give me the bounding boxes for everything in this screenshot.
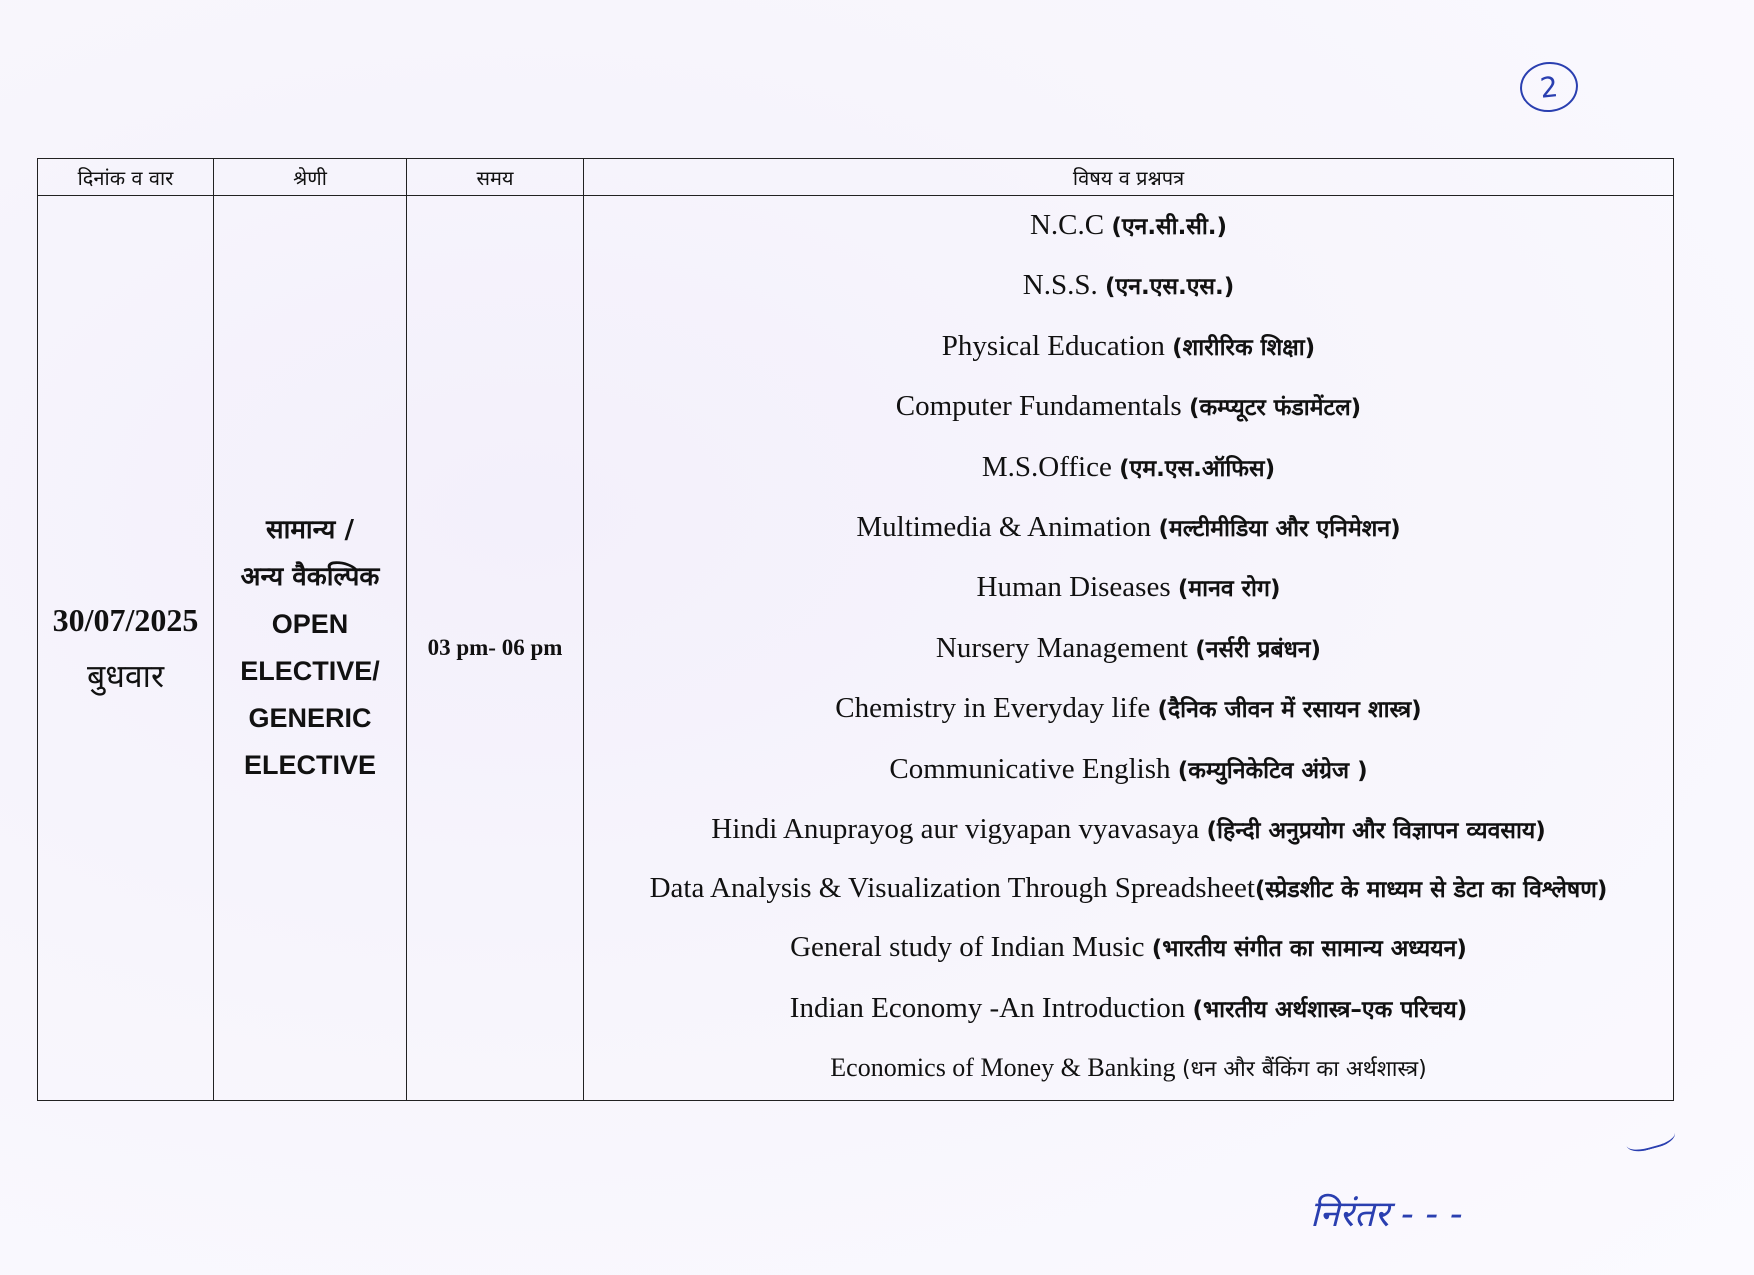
subject-item: Communicative English (कम्युनिकेटिव अंग्रेज ) (889, 752, 1368, 785)
subject-item: M.S.Office (एम.एस.ऑफिस) (981, 450, 1276, 483)
subject-item: Multimedia & Animation (मल्टीमीडिया और एनिमेशन) (856, 511, 1401, 544)
subject-item: N.S.S. (एन.एस.एस.) (1022, 269, 1235, 302)
category-line: अन्य वैकल्पिक (240, 561, 380, 592)
initials-signature (1623, 1119, 1678, 1155)
table-header-row (38, 159, 1674, 196)
page-number: 2 (1518, 59, 1581, 115)
subject-item: Human Diseases (मानव रोग) (976, 571, 1281, 604)
table-row (38, 196, 1674, 1101)
subject-item: General study of Indian Music (भारतीय संगीत का सामान्य अध्ययन) (790, 931, 1467, 964)
exam-time: 03 pm- 06 pm (427, 634, 563, 660)
subject-item: Computer Fundamentals (कम्प्यूटर फंडामेंटल) (895, 390, 1362, 423)
subject-item: Hindi Anuprayog aur vigyapan vyavasaya (हिन्दी अनुप्रयोग और विज्ञापन व्यवसाय) (711, 813, 1546, 846)
category-line: GENERIC (248, 702, 372, 733)
exam-schedule-table (37, 158, 1674, 1101)
date-day-cell (38, 196, 214, 1101)
category-line: सामान्य / (266, 514, 354, 545)
time-cell (407, 196, 584, 1101)
subject-item: N.C.C (एन.सी.सी.) (1029, 209, 1228, 241)
header-date-day: दिनांक व वार (38, 159, 214, 196)
category-line: OPEN (271, 608, 349, 639)
exam-date: 30/07/2025 (52, 601, 199, 638)
category-line: ELECTIVE (243, 749, 377, 780)
subject-item: Chemistry in Everyday life (दैनिक जीवन में रसायन शास्त्र) (835, 692, 1422, 725)
subject-item: Economics of Money & Banking (धन और बैंकिंग का अर्थशास्त्र) (830, 1053, 1427, 1083)
continued-note: निरंतर - - - (1310, 1194, 1463, 1235)
exam-day: बुधवार (86, 656, 165, 695)
category-cell (214, 196, 407, 1101)
header-subjects: विषय व प्रश्नपत्र (584, 159, 1674, 196)
subject-item: Data Analysis & Visualization Through Spreadsheet(स्प्रेडशीट के माध्यम से डेटा का विश्लेषण) (649, 872, 1608, 905)
header-category: श्रेणी (214, 159, 407, 196)
subject-item: Physical Education (शारीरिक शिक्षा) (941, 329, 1316, 362)
subject-item: Nursery Management (नर्सरी प्रबंधन) (935, 631, 1322, 664)
subjects-cell (584, 196, 1674, 1101)
header-time: समय (407, 159, 584, 196)
category-line: ELECTIVE/ (240, 655, 380, 686)
subject-item: Indian Economy -An Introduction (भारतीय अर्थशास्त्र–एक परिचय) (789, 991, 1468, 1024)
